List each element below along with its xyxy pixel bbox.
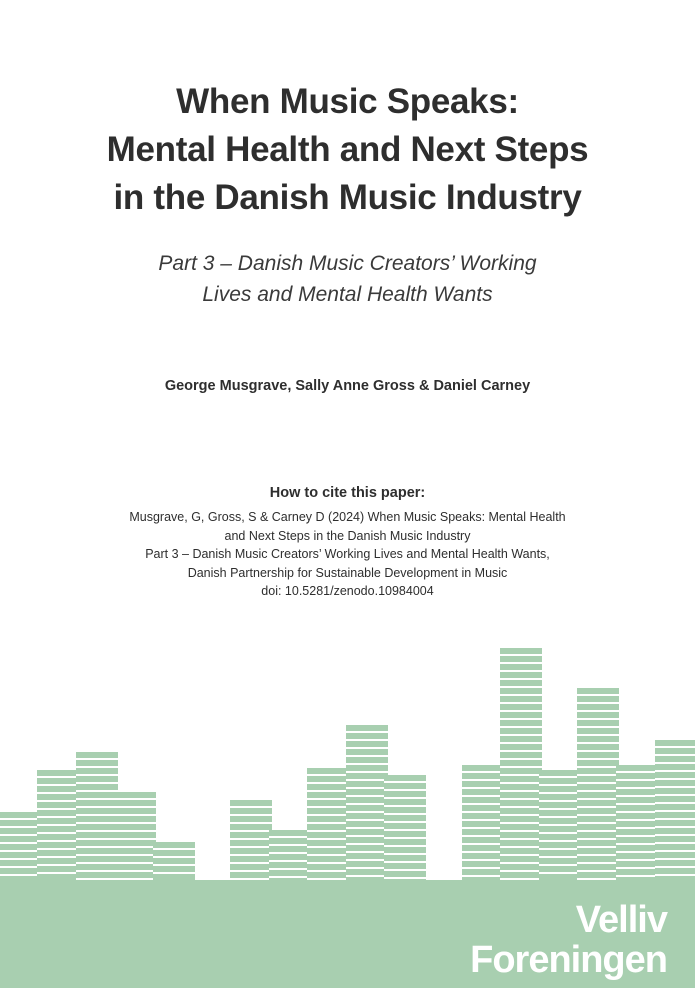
title-line-1: When Music Speaks: — [176, 82, 519, 121]
equaliser-bar — [0, 812, 40, 880]
citation-line: Danish Partnership for Sustainable Development in Music — [187, 565, 508, 580]
citation-heading: How to cite this paper: — [269, 485, 426, 501]
equaliser-bar — [307, 768, 349, 880]
equaliser-bar — [153, 842, 195, 880]
subtitle-line-1: Part 3 – Danish Music Creators’ Working — [158, 252, 537, 275]
subtitle-line-2: Lives and Mental Health Wants — [202, 283, 493, 306]
equaliser-bar — [539, 770, 581, 880]
equaliser-bar — [346, 725, 388, 880]
page-title — [0, 78, 695, 222]
logo-line-1: Velliv — [575, 899, 667, 941]
velliv-foreningen-logo — [470, 900, 667, 980]
equaliser-bars-graphic — [0, 580, 695, 880]
page-subtitle — [0, 248, 695, 310]
title-block — [0, 78, 695, 310]
equaliser-bar — [500, 648, 542, 880]
authors: George Musgrave, Sally Anne Gross & Daniel Carney — [164, 378, 531, 394]
equaliser-bar — [577, 688, 619, 880]
equaliser-bar — [114, 792, 156, 880]
equaliser-bar — [37, 770, 79, 880]
equaliser-bar — [269, 830, 311, 880]
title-line-2: Mental Health and Next Steps — [106, 130, 589, 169]
citation-line: Musgrave, G, Gross, S & Carney D (2024) When Music Speaks: Mental Health — [129, 510, 566, 524]
equaliser-bar — [230, 800, 272, 880]
title-line-3: in the Danish Music Industry — [113, 178, 582, 217]
equaliser-bar — [462, 765, 504, 880]
citation-line: Part 3 – Danish Music Creators’ Working Lives and Mental Health Wants, — [145, 547, 550, 561]
footer-band — [0, 880, 695, 988]
logo-line-2: Foreningen — [470, 939, 667, 981]
equaliser-bar — [384, 775, 426, 880]
equaliser-bar — [76, 752, 118, 880]
equaliser-bar — [616, 765, 658, 880]
equaliser-bar — [655, 740, 695, 880]
citation-line: and Next Steps in the Danish Music Industry — [224, 528, 471, 543]
citation-doi: doi: 10.5281/zenodo.10984004 — [261, 584, 434, 598]
